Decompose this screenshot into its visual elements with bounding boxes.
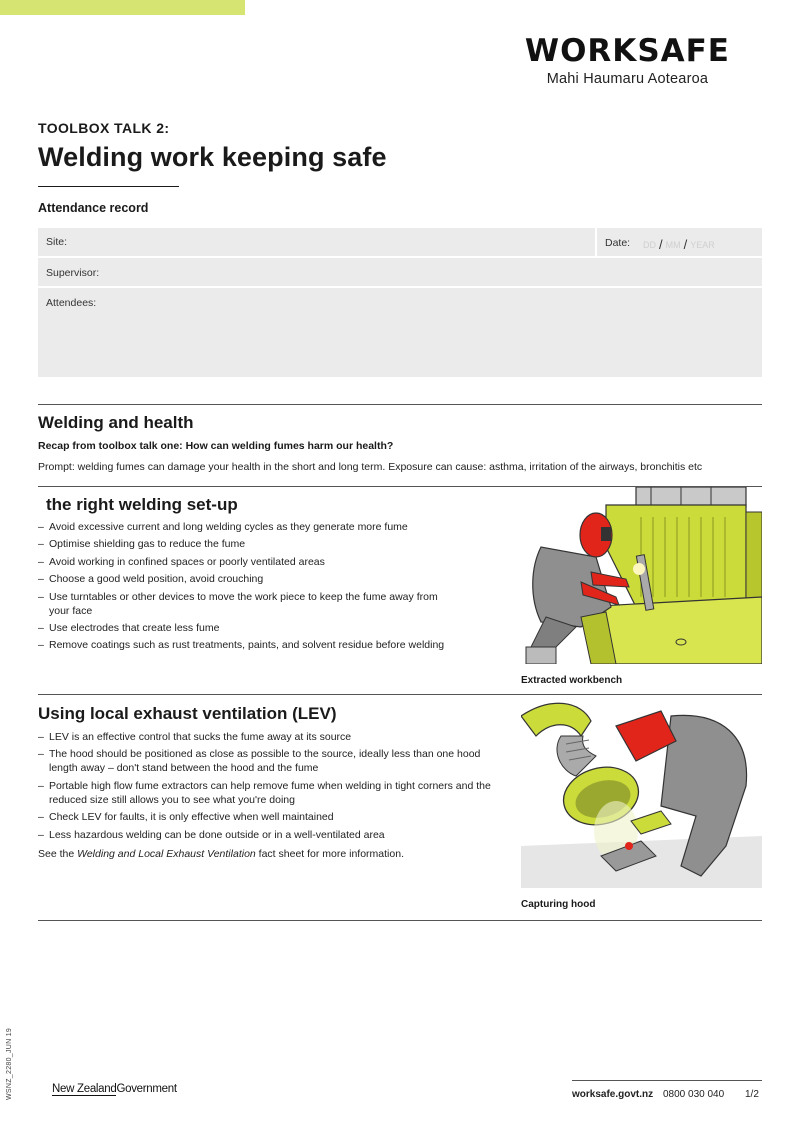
setup-list [38,520,458,656]
toolbox-kicker: TOOLBOX TALK 2: [38,120,170,136]
document-code: WSNZ_2280_JUN 19 [6,1027,13,1100]
section-divider [38,404,762,405]
list-item: – Avoid working in confined spaces or poorly ventilated areas [38,555,458,569]
list-item: – Choose a good weld position, avoid crouching [38,572,458,586]
logo-tagline: Mahi Haumaru Aotearoa [546,71,709,87]
top-accent-bar [0,0,245,15]
list-item: – LEV is an effective control that sucks the fume away at its source [38,730,508,744]
lev-heading: Using local exhaust ventilation (LEV) [38,704,337,723]
supervisor-row[interactable] [38,258,762,286]
title-underline [38,186,179,187]
health-recap: Recap from toolbox talk one: How can welding fumes harm our health? [38,440,394,452]
list-item: – Optimise shielding gas to reduce the fume [38,537,458,551]
section-divider [38,920,762,921]
section-divider [38,694,762,695]
site-label: Site: [46,236,68,248]
health-prompt: Prompt: welding fumes can damage your health in the short and long term. Exposure can cause: asthma, irritation of the airways, bronchitis etc [38,461,703,473]
date-slash: / [683,237,688,252]
footer-phone: 0800 030 040 [663,1089,725,1100]
health-heading: Welding and health [38,413,194,432]
workbench-caption: Extracted workbench [521,675,623,686]
date-label: Date: [605,237,631,249]
page-title: Welding work keeping safe [38,142,387,172]
worksafe-logo [524,33,730,87]
attendance-heading: Attendance record [38,201,149,215]
attendees-label: Attendees: [46,297,97,309]
logo-wordmark: WORKSAFE [524,33,730,69]
page-number: 1/2 [745,1089,759,1100]
setup-heading: the right welding set-up [46,495,238,514]
date-year-placeholder: YEAR [690,240,715,250]
list-item: – Remove coatings such as rust treatments, paints, and solvent residue before welding [38,638,458,652]
lev-list [38,730,508,845]
supervisor-label: Supervisor: [46,267,100,279]
attendance-form [38,228,762,377]
list-item: – Use turntables or other devices to move the work piece to keep the fume away from your face [38,590,458,618]
list-item: – Use electrodes that create less fume [38,621,458,635]
date-dd-placeholder: DD [643,240,656,250]
footer-rule [572,1080,762,1081]
lev-see-more [38,848,404,860]
date-divider [595,228,597,256]
list-item: – Check LEV for faults, it is only effective when well maintained [38,810,508,824]
nzgov-part-b: Government [116,1083,177,1095]
list-item: – The hood should be positioned as close as possible to the source, ideally less than one hood length away – don't stand between the hood and the fume [38,747,508,775]
attendees-row[interactable] [38,288,762,377]
footer-url[interactable]: worksafe.govt.nz [572,1089,654,1100]
hood-caption: Capturing hood [521,899,596,910]
date-mm-placeholder: MM [665,240,681,250]
see-suffix: fact sheet for more information. [255,848,404,860]
fact-sheet-title: Welding and Local Exhaust Ventilation [77,848,256,860]
list-item: – Less hazardous welding can be done outside or in a well-ventilated area [38,828,508,842]
date-field[interactable] [643,236,715,251]
site-row[interactable] [38,228,762,256]
date-slash: / [659,237,663,252]
see-prefix: See the [38,848,78,860]
list-item: – Avoid excessive current and long welding cycles as they generate more fume [38,520,458,534]
capturing-hood-illustration [521,696,762,888]
nzgov-part-a: New Zealand [52,1083,117,1095]
nz-government-logo [52,1083,177,1095]
extracted-workbench-illustration [521,487,762,664]
list-item: – Portable high flow fume extractors can help remove fume when welding in tight corners and the reduced size still allows you to see what you're doing [38,779,508,807]
